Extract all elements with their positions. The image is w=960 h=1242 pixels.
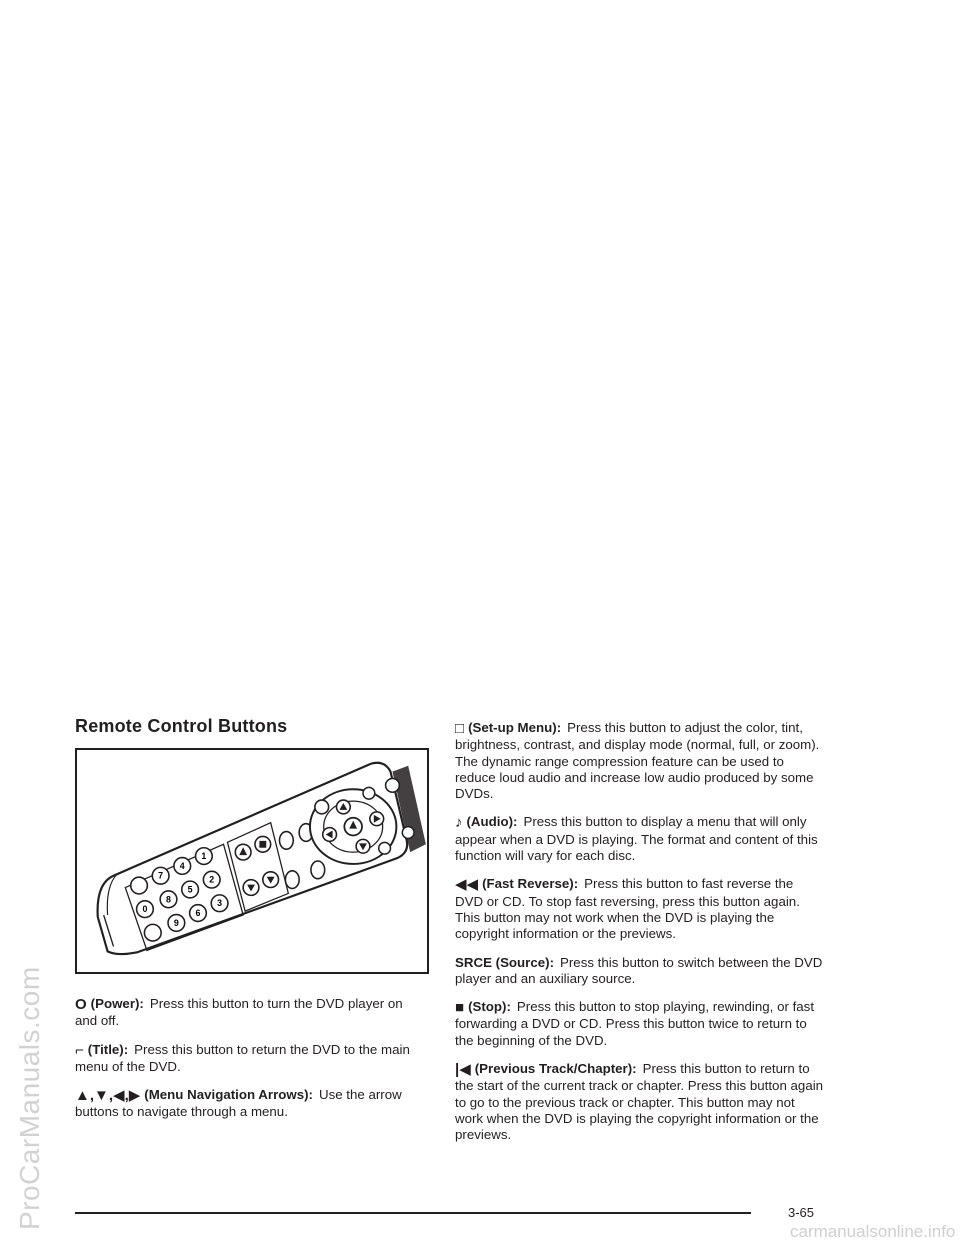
page-number: 3-65 — [788, 1205, 815, 1220]
entry-label: (Set-up Menu): — [468, 720, 562, 735]
entry-previous-track — [455, 1061, 825, 1143]
section-title: Remote Control Buttons — [75, 716, 288, 736]
key-label: 8 — [166, 894, 171, 905]
entry-label: (Fast Reverse): — [482, 876, 579, 892]
entry-text: Use the arrow buttons to navigate through a menu. — [75, 1087, 402, 1120]
entry-label: (Title): — [87, 1041, 129, 1057]
stop-icon: ■ — [455, 999, 465, 1017]
navigation-pad — [310, 787, 396, 864]
entry-text: Press this button to adjust the color, tint, brightness, contrast, and display mode (normal, full, or zoom). The dynamic range compression feature can be used to reduce loud audio and increase low audio produced by some DVDs. — [455, 720, 820, 802]
key-label: 7 — [158, 870, 164, 881]
key-label: 4 — [179, 860, 185, 871]
key-label: 5 — [187, 884, 193, 895]
entry-power — [75, 996, 425, 1030]
key-label: 3 — [217, 898, 223, 909]
entry-text: Press this button to stop playing, rewinding, or fast forwarding a DVD or CD. Press this button twice to return to the beginning of the DVD. — [455, 999, 815, 1048]
right-column — [455, 720, 825, 1156]
entry-label: (Power): — [90, 996, 144, 1011]
entry-label: (Stop): — [468, 999, 511, 1015]
entry-audio — [455, 814, 825, 864]
entry-setup-menu — [455, 720, 825, 802]
entry-text: Press this button to return to the start of the current track or chapter. Press this button again to go to the previous track or chapter. This button may not work when the DVD is playing the copyright information or the previews. — [455, 1061, 824, 1143]
power-icon: O — [75, 996, 87, 1013]
entry-fast-reverse — [455, 876, 825, 942]
arrow-keys-icon: ▲,▼,◀,▶ — [75, 1087, 141, 1105]
footer-watermark: carmanualsonline.info — [790, 1222, 956, 1241]
previous-track-icon: |◀ — [455, 1061, 471, 1079]
remote-control-drawing — [77, 750, 427, 972]
entry-text: Press this button to turn the DVD player on and off. — [75, 996, 403, 1029]
entry-source — [455, 955, 825, 988]
entry-stop — [455, 999, 825, 1049]
entry-label: (Audio): — [466, 814, 518, 830]
entry-menu-navigation — [75, 1087, 425, 1121]
entry-text: Press this button to return the DVD to the main menu of the DVD. — [75, 1041, 410, 1074]
title-icon: ⌐ — [75, 1041, 84, 1059]
left-column — [75, 996, 425, 1133]
footer-rule — [75, 1212, 751, 1214]
power-key — [386, 778, 400, 792]
fast-reverse-icon: ◀◀ — [455, 876, 479, 894]
watermark-text: ProCarManuals.com — [14, 966, 45, 1230]
key-label: 2 — [209, 874, 215, 885]
entry-text: Press this button to display a menu that will only appear when a DVD is playing. The format and content of this function will vary for each disc. — [455, 814, 818, 864]
entry-title — [75, 1042, 425, 1076]
key-label: 1 — [201, 851, 207, 862]
entry-text: Press this button to fast reverse the DVD or CD. To stop fast reversing, press this button again. This button may not work when the DVD is playing the copyright information or the previews. — [455, 876, 800, 942]
key-label: 0 — [142, 904, 148, 915]
entry-label: SRCE (Source): — [455, 954, 554, 970]
aux-key — [402, 827, 414, 839]
key-label: 6 — [195, 908, 201, 919]
audio-note-icon: ♪ — [455, 814, 463, 832]
setup-menu-icon: □ — [455, 720, 465, 737]
remote-control-illustration — [75, 748, 429, 974]
key-label: 9 — [173, 917, 179, 928]
entry-label: (Menu Navigation Arrows): — [144, 1087, 313, 1103]
entry-text: Press this button to switch between the DVD player and an auxiliary source. — [455, 954, 823, 986]
entry-label: (Previous Track/Chapter): — [474, 1061, 637, 1077]
